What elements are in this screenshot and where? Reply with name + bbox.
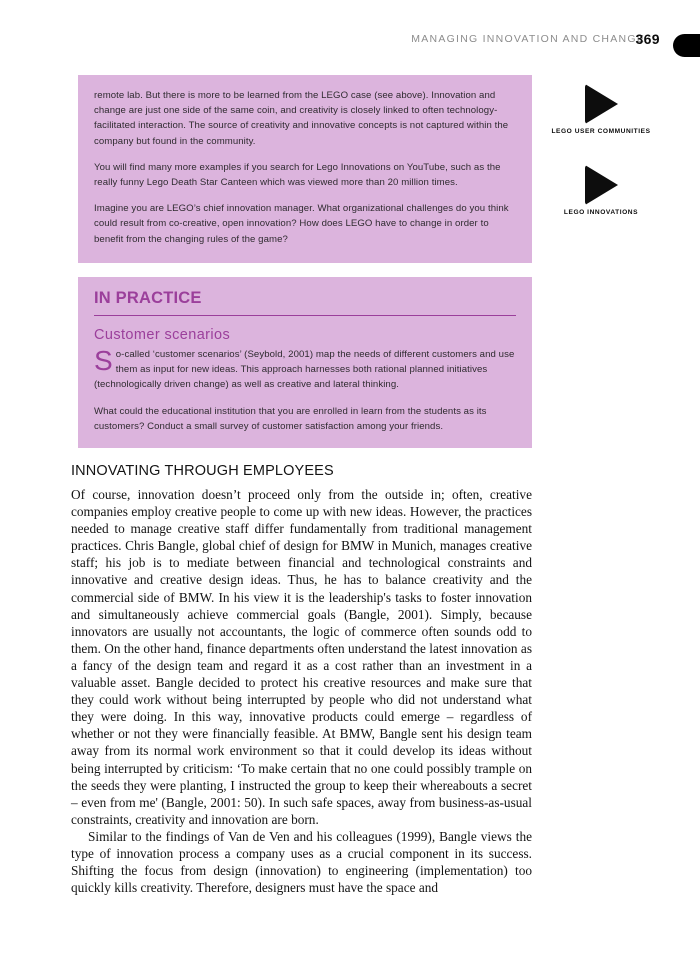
in-practice-title: IN PRACTICE <box>94 289 202 307</box>
in-practice-paragraph-1-text: o-called ‘customer scenarios’ (Seybold, 2001) map the needs of different customers and use them as input for new ideas. This approach harnesses both rational planned initiatives (technologically driven change) as well as creative and lateral thinking. <box>94 349 515 391</box>
lego-case-panel <box>78 75 532 263</box>
case-question-paragraph: Imagine you are LEGO’s chief innovation manager. What organizational challenges do you think could result from co-creative, open innovation? How does LEGO have to change in order to benefit from the changing rules of the game? <box>94 203 509 245</box>
video-marker-lego-user-communities[interactable] <box>541 84 661 135</box>
running-head: MANAGING INNOVATION AND CHANGE <box>411 33 645 45</box>
video-marker-label: LEGO INNOVATIONS <box>563 209 639 216</box>
chapter-thumb-tab <box>673 34 700 57</box>
video-marker-lego-innovations[interactable] <box>541 165 661 216</box>
video-marker-label: LEGO USER COMMUNITIES <box>551 128 651 135</box>
section-heading: INNOVATING THROUGH EMPLOYEES <box>71 463 334 479</box>
play-icon[interactable] <box>585 84 618 124</box>
page-number: 369 <box>635 31 660 47</box>
in-practice-subtitle: Customer scenarios <box>94 327 231 343</box>
in-practice-paragraph-2: What could the educational institution that you are enrolled in learn from the students as its customers? Conduct a small survey of customer satisfaction among your friends. <box>94 405 487 432</box>
body-text-column <box>71 486 532 896</box>
in-practice-divider <box>94 315 516 316</box>
body-paragraph-2: Similar to the findings of Van de Ven and his colleagues (1999), Bangle views the type of innovation process a company uses as a crucial component in its success. Shifting the focus from design (innovation) to engineering (implementation) too quickly kills creativity. Therefore, designers must have the space and <box>71 828 532 896</box>
play-icon[interactable] <box>585 165 618 205</box>
case-paragraph-2: You will find many more examples if you search for Lego Innovations on YouTube, such as the really funny Lego Death Star Canteen which was viewed more than 20 million times. <box>94 161 501 189</box>
case-paragraph-1: remote lab. But there is more to be learned from the LEGO case (see above). Innovation and change are just one side of the same coin, and creativity is closely linked to often technology-facilitated interaction. The source of creativity and innovative concepts is not captured within the company but found in the community. <box>94 90 509 147</box>
body-paragraph-1: Of course, innovation doesn’t proceed only from the outside in; often, creative companies employ creative people to come up with new ideas. However, the practices needed to manage creative staff differ fundamentally from traditional management practices. Chris Bangle, global chief of design for BMW in Munich, manages creative staff; his job is to mediate between financial and technological constraints and innovative and creative design ideas. Thus, he has to balance creativity and the commercial side of BMW. In his view it is the leadership's tasks to foster innovation and simultaneously achieve commercial goals (Bangle, 2001). Simply, because innovators are usually not accountants, the logic of commerce often sounds odd to them. On the other hand, finance departments often understand the latest innovation as a fancy of the design team and regard it as a cost rather than an investment in a valuable asset. Bangle decided to protect his creative resources and make sure that they could work without being interrupted by people who did not understand what they were doing. In this way, innovative products could emerge – regardless of whether or not they were financially feasible. At BMW, Bangle sent his design team away from its normal work environment so that it could develop its ideas without being interrupted by criticism: ‘To make certain that no one could possibly trample on the seeds they were planting, I instructed the group to keep their whereabouts a secret – even from me' (Bangle, 2001: 50). In such safe spaces, away from business-as-usual constraints, creativity and innovation are born. <box>71 487 532 827</box>
in-practice-paragraph-1 <box>94 347 516 393</box>
in-practice-panel <box>78 277 532 448</box>
drop-cap: S <box>94 345 113 376</box>
